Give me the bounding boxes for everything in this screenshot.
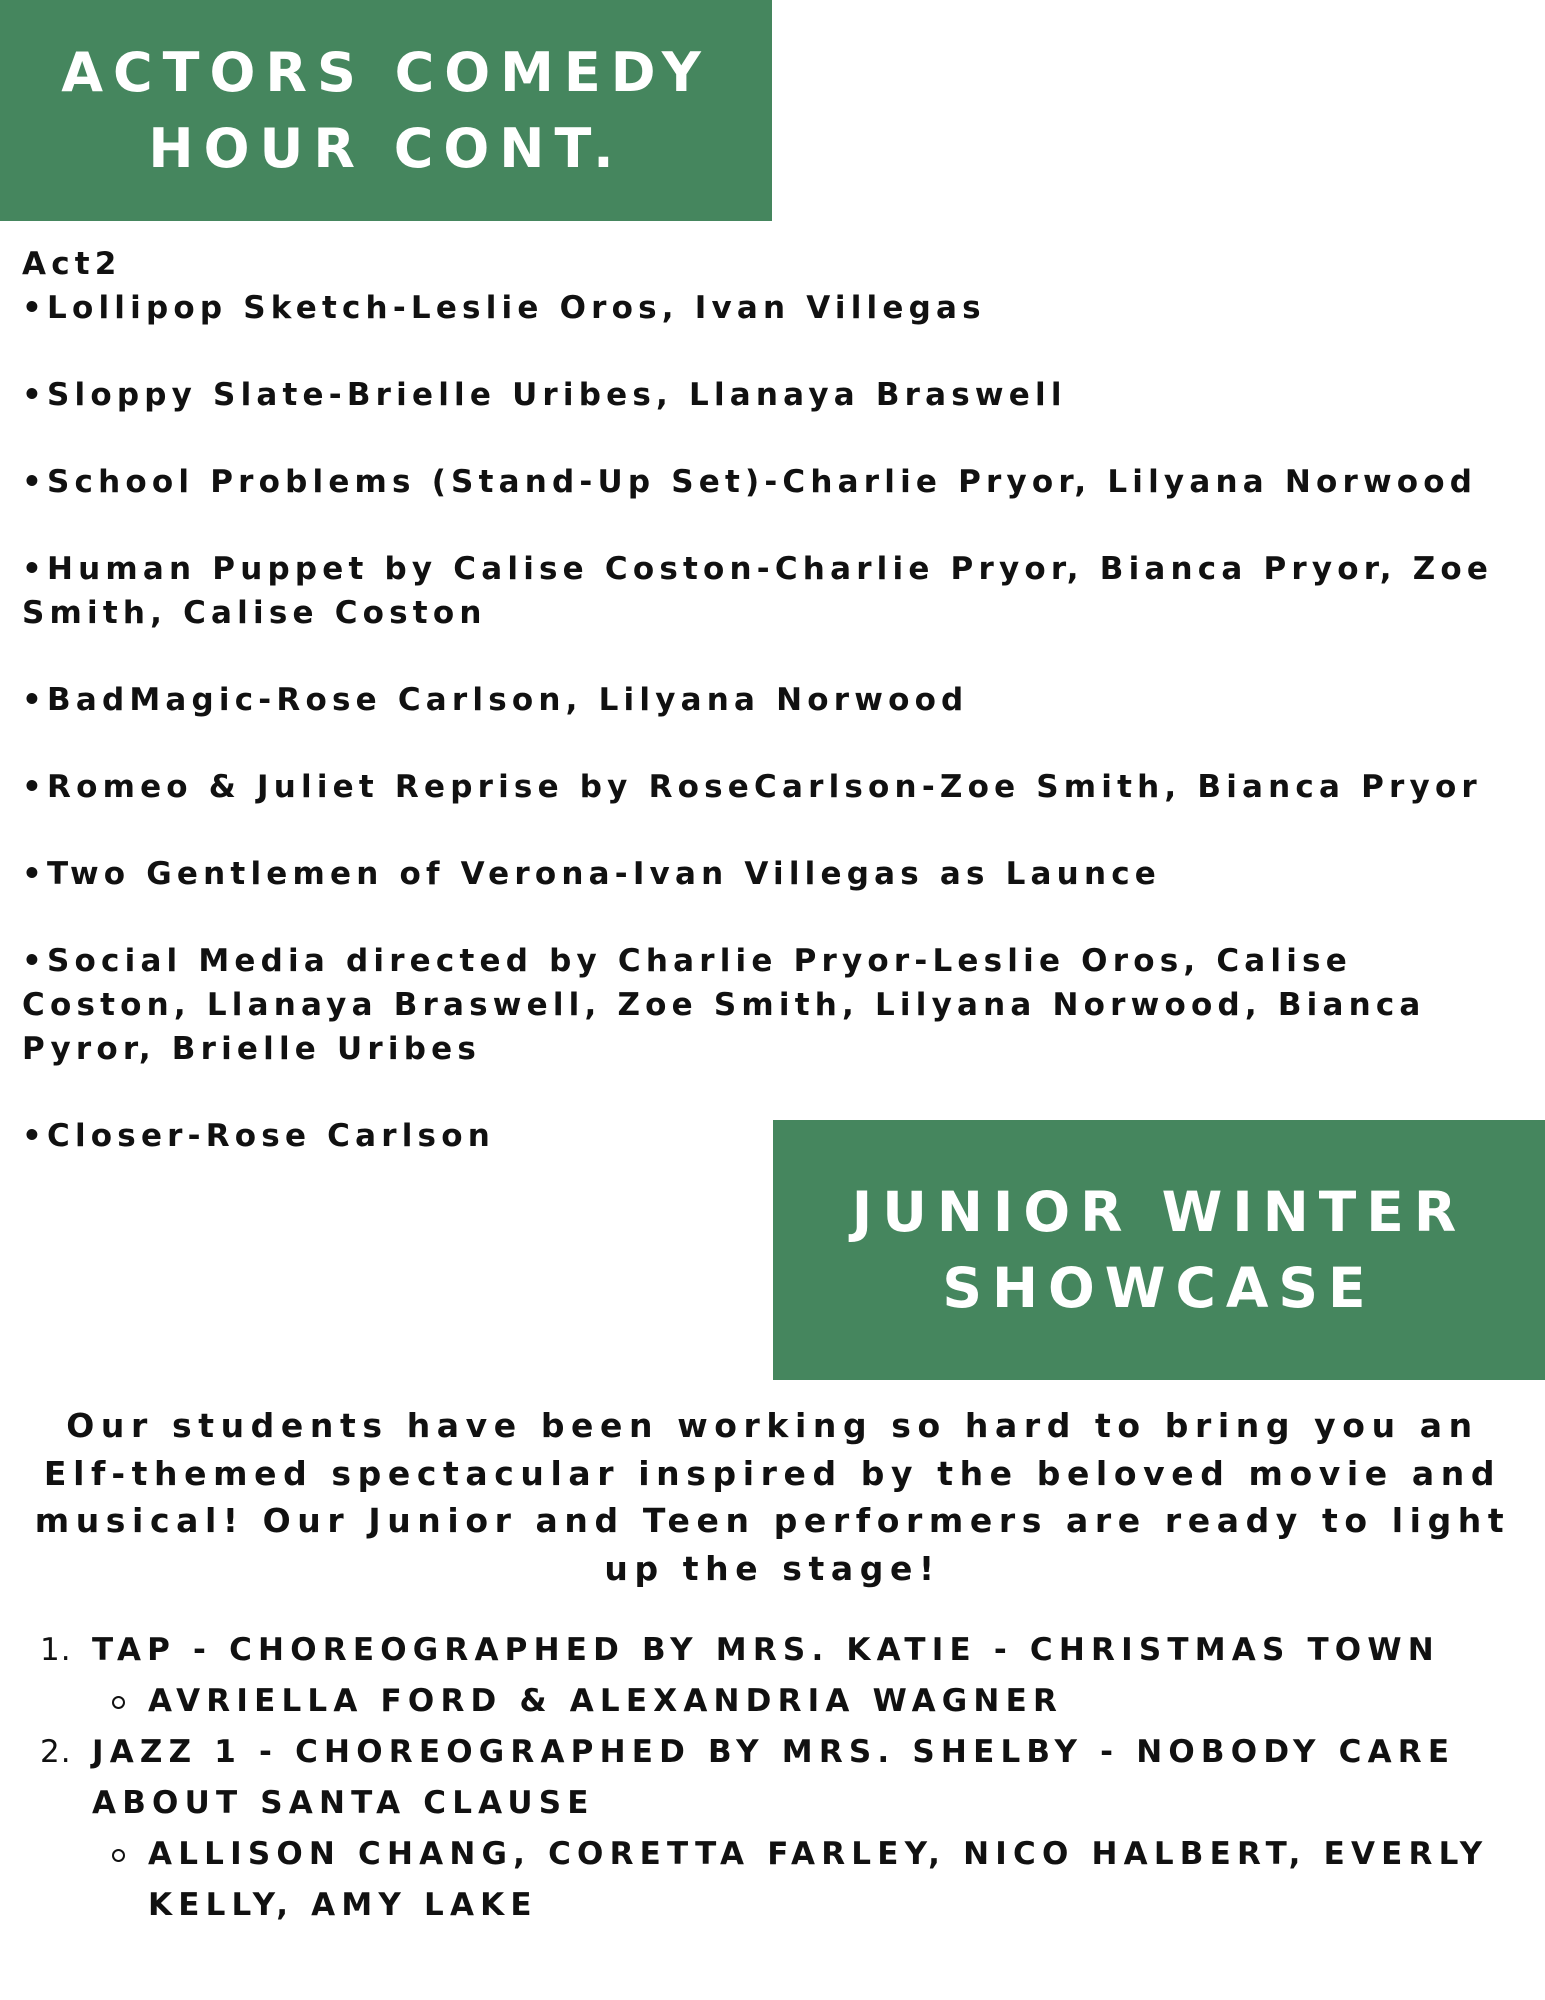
program-cast bbox=[148, 1676, 1520, 1727]
comedy-title-line-2: HOUR CONT. bbox=[148, 116, 624, 180]
program-number: 1. bbox=[40, 1632, 72, 1668]
program-cast-text: AVRIELLA FORD & ALEXANDRIA WAGNER bbox=[148, 1683, 1064, 1719]
program-cast-text: ALLISON CHANG, CORETTA FARLEY, NICO HALBERT, EVERLY KELLY, AMY LAKE bbox=[148, 1836, 1489, 1923]
act-item: •Two Gentlemen of Verona-Ivan Villegas as Launce bbox=[22, 856, 1162, 892]
act-heading: Act2 bbox=[22, 246, 122, 282]
program-title: JAZZ 1 - CHOREOGRAPHED BY MRS. SHELBY - NOBODY CARE ABOUT SANTA CLAUSE bbox=[92, 1734, 1456, 1821]
program-title: TAP - CHOREOGRAPHED BY MRS. KATIE - CHRISTMAS TOWN bbox=[92, 1632, 1440, 1668]
program-item bbox=[40, 1625, 1520, 1727]
act-item: •Lollipop Sketch-Leslie Oros, Ivan Villegas bbox=[22, 290, 986, 326]
program-cast-list bbox=[92, 1829, 1520, 1931]
program-item bbox=[40, 1727, 1520, 1931]
act-item: •Closer-Rose Carlson bbox=[22, 1118, 495, 1154]
hollow-circle-bullet-icon bbox=[112, 1696, 125, 1709]
comedy-title-banner bbox=[0, 0, 772, 221]
comedy-title-line-1: ACTORS COMEDY bbox=[61, 40, 711, 104]
showcase-title-line-2: SHOWCASE bbox=[942, 1256, 1376, 1320]
showcase-intro: Our students have been working so hard to bring you an Elf-themed spectacular inspired by the beloved movie and musical! Our Junior and Teen performers are ready to light up the stage! bbox=[34, 1406, 1511, 1588]
showcase-title-banner bbox=[773, 1120, 1545, 1380]
program-cast-list bbox=[92, 1676, 1520, 1727]
showcase-program-list bbox=[40, 1625, 1520, 1931]
act-item: •Human Puppet by Calise Coston-Charlie Pryor, Bianca Pryor, Zoe Smith, Calise Coston bbox=[22, 551, 1494, 631]
act-item: •Social Media directed by Charlie Pryor-Leslie Oros, Calise Coston, Llanaya Braswell, Zoe Smith, Lilyana Norwood, Bianca Pyror, Brielle Uribes bbox=[22, 943, 1426, 1067]
program-cast bbox=[148, 1829, 1520, 1931]
hollow-circle-bullet-icon bbox=[112, 1849, 125, 1862]
act-item: •Sloppy Slate-Brielle Uribes, Llanaya Braswell bbox=[22, 377, 1067, 413]
act-item: •School Problems (Stand-Up Set)-Charlie Pryor, Lilyana Norwood bbox=[22, 464, 1478, 500]
act-item: •BadMagic-Rose Carlson, Lilyana Norwood bbox=[22, 682, 969, 718]
act-item: •Romeo & Juliet Reprise by RoseCarlson-Zoe Smith, Bianca Pryor bbox=[22, 769, 1482, 805]
program-number: 2. bbox=[40, 1734, 72, 1770]
showcase-title-line-1: JUNIOR WINTER bbox=[851, 1180, 1467, 1244]
act-2-list bbox=[22, 242, 1522, 1158]
